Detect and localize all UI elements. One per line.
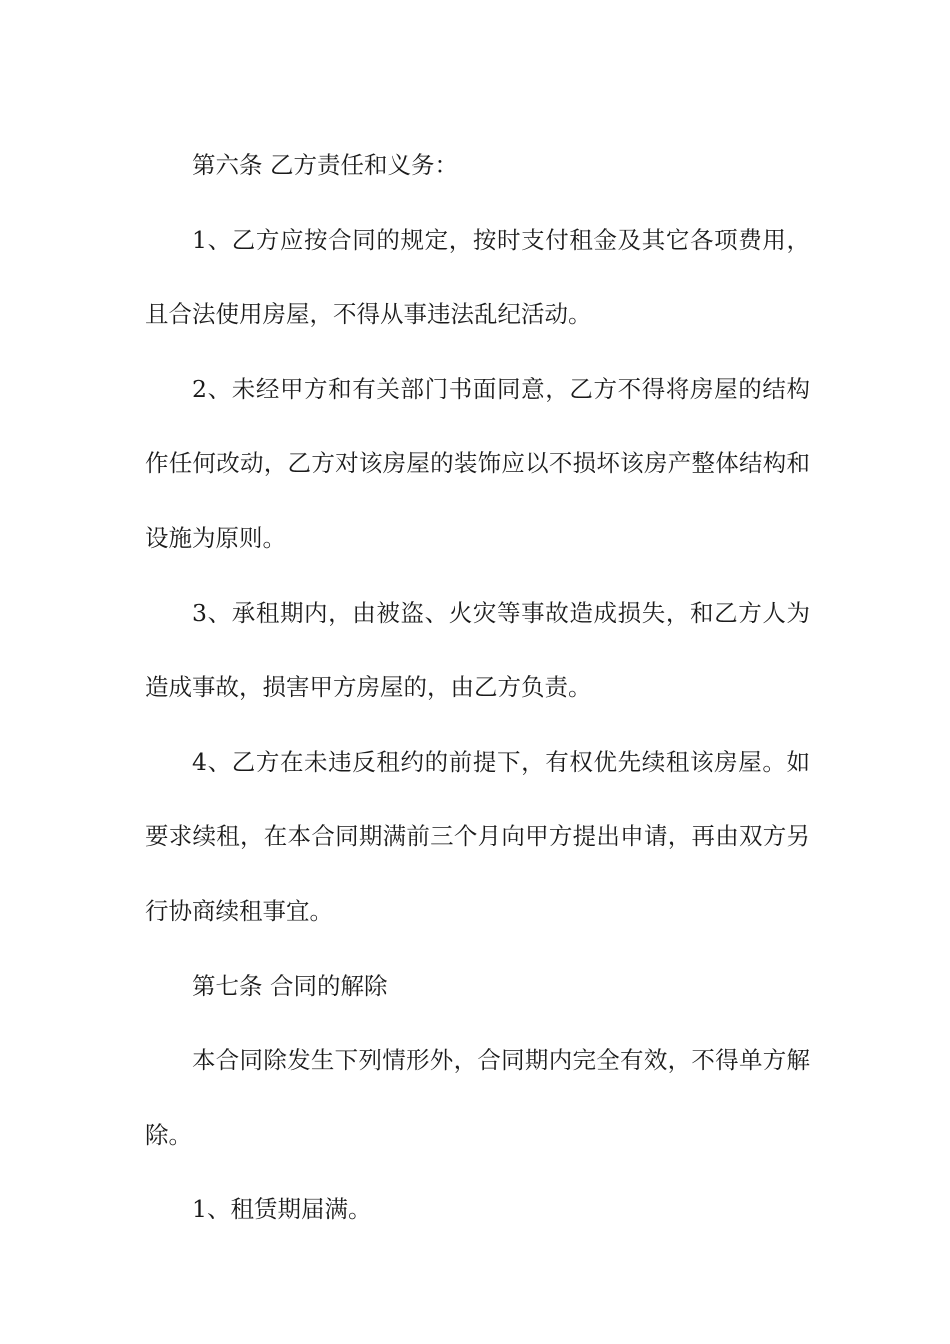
article-6-clause-1: 1、乙方应按合同的规定，按时支付租金及其它各项费用，且合法使用房屋，不得从事违法乱纪活动。 [145,225,810,329]
article-7-clause-1: 1、租赁期届满。 [192,1195,372,1224]
article-6-clause-3: 3、承租期内，由被盗、火灾等事故造成损失，和乙方人为造成事故，损害甲方房屋的，由乙方负责。 [145,598,810,702]
article-6-clause-4: 4、乙方在未违反租约的前提下，有权优先续租该房屋。如要求续租，在本合同期满前三个月向甲方提出申请，再由双方另行协商续租事宜。 [145,747,810,925]
article-7-heading: 第七条 合同的解除 [192,971,388,1000]
article-7-intro: 本合同除发生下列情形外，合同期内完全有效，不得单方解除。 [145,1046,810,1149]
article-6-clause-2: 2、未经甲方和有关部门书面同意，乙方不得将房屋的结构作任何改动，乙方对该房屋的装饰应以不损坏该房产整体结构和设施为原则。 [145,374,810,552]
document-body [145,128,810,1247]
article-6-heading: 第六条 乙方责任和义务： [192,151,458,179]
